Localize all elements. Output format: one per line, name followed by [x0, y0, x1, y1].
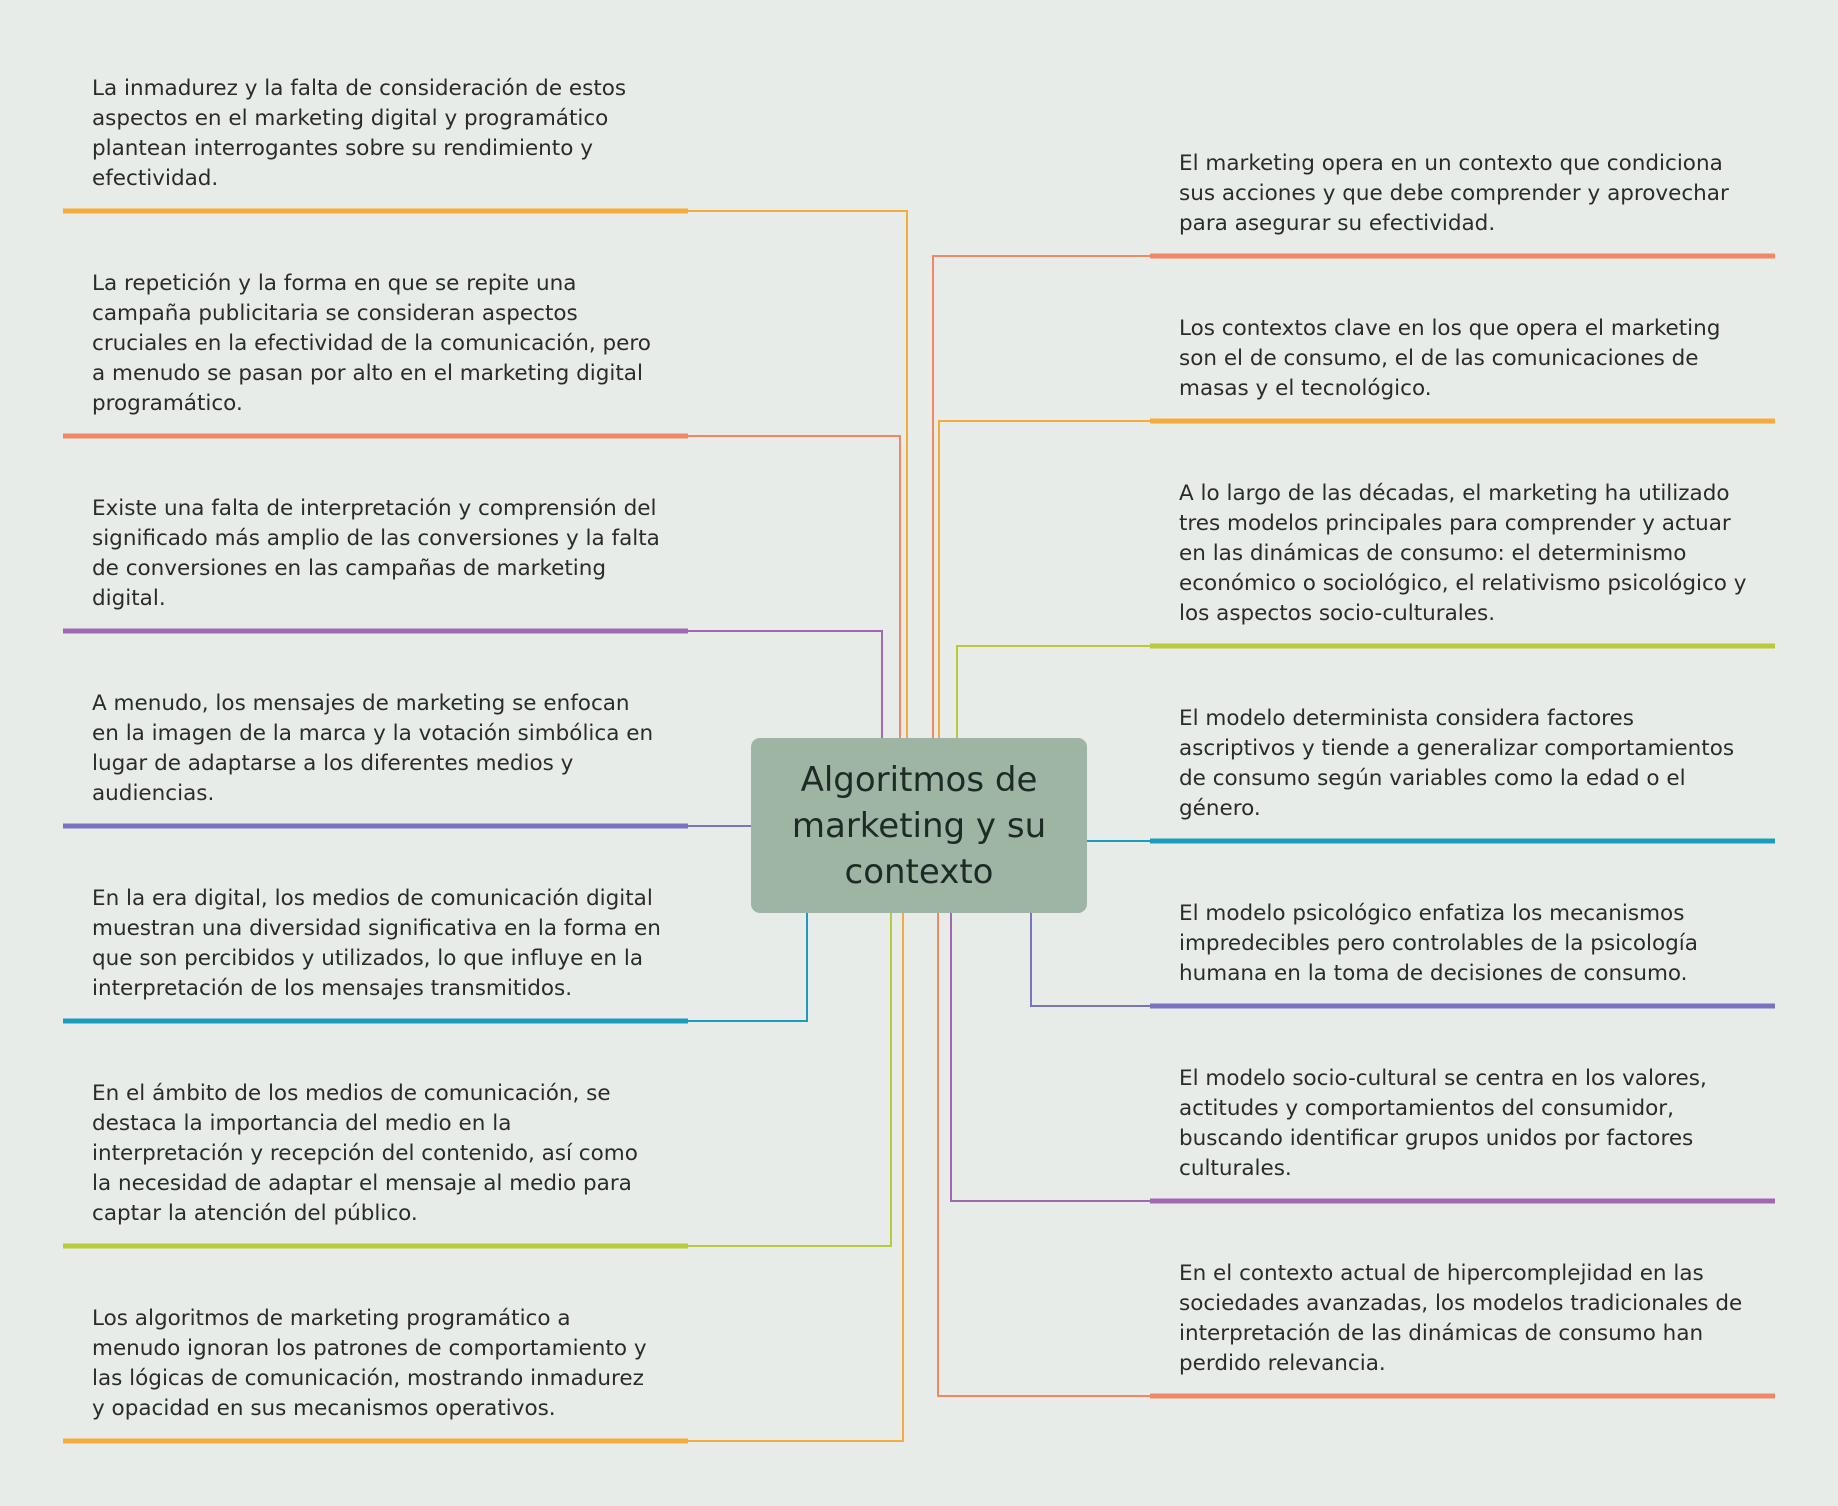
right-branch-4-text[interactable]: El modelo determinista considera factores ascriptivos y tiende a generalizar comportamientos de consumo según variables como la edad o el género. [1179, 706, 1735, 821]
left-branch-6-connector [688, 913, 891, 1246]
left-branch-6-text[interactable]: En el ámbito de los medios de comunicación, se destaca la importancia del medio en la interpretación y recepción del contenido, así como la necesidad de adaptar el mensaje al medio para captar la atención del público. [92, 1081, 638, 1226]
left-branch-2-text[interactable]: La repetición y la forma en que se repite una campaña publicitaria se consideran aspectos cruciales en la efectividad de la comunicación, pero a menudo se pasan por alto en el marketing digital programático. [92, 271, 651, 416]
left-branch-3-connector [688, 631, 882, 738]
left-branch-7-connector [688, 913, 903, 1441]
right-branch-2-connector [939, 421, 1150, 738]
central-topic[interactable] [751, 738, 1087, 913]
right-branch-3-text[interactable]: A lo largo de las décadas, el marketing ha utilizado tres modelos principales para comprender y actuar en las dinámicas de consumo: el determinismo económico o sociológico, el relativismo psicológico y los aspectos socio-culturales. [1179, 481, 1747, 626]
right-branch-1-connector [933, 256, 1150, 738]
right-branch-7-text[interactable]: En el contexto actual de hipercomplejidad en las sociedades avanzadas, los modelos tradicionales de interpretación de las dinámicas de consumo han perdido relevancia. [1179, 1261, 1743, 1376]
right-branch-2-text[interactable]: Los contextos clave en los que opera el marketing son el de consumo, el de las comunicaciones de masas y el tecnológico. [1179, 316, 1721, 401]
right-branch-3-connector [957, 646, 1150, 738]
left-branch-3-text[interactable]: Existe una falta de interpretación y comprensión del significado más amplio de las conversiones y la falta de conversiones en las campañas de marketing digital. [92, 496, 660, 611]
left-branch-4-text[interactable]: A menudo, los mensajes de marketing se enfocan en la imagen de la marca y la votación simbólica en lugar de adaptarse a los diferentes medios y audiencias. [92, 691, 654, 806]
right-branch-7-connector [938, 913, 1150, 1396]
right-branch-5-connector [1031, 913, 1150, 1006]
right-branch-6-text[interactable]: El modelo socio-cultural se centra en los valores, actitudes y comportamientos del consumidor, buscando identificar grupos unidos por factores culturales. [1179, 1066, 1707, 1181]
left-branch-5-connector [688, 913, 807, 1021]
left-branch-1-connector [688, 211, 907, 738]
left-branch-1-text[interactable]: La inmadurez y la falta de consideración de estos aspectos en el marketing digital y programático plantean interrogantes sobre su rendimiento y efectividad. [92, 76, 627, 191]
left-branch-2-connector [688, 436, 900, 738]
right-branch-5-text[interactable]: El modelo psicológico enfatiza los mecanismos impredecibles pero controlables de la psicología humana en la toma de decisiones de consumo. [1179, 901, 1698, 986]
right-branch-1-text[interactable]: El marketing opera en un contexto que condiciona sus acciones y que debe comprender y aprovechar para asegurar su efectividad. [1179, 151, 1729, 236]
left-branch-5-text[interactable]: En la era digital, los medios de comunicación digital muestran una diversidad significativa en la forma en que son percibidos y utilizados, lo que influye en la interpretación de los mensajes transmitidos. [92, 886, 661, 1001]
central-topic-title: Algoritmos de marketing y su contexto [791, 759, 1047, 892]
right-branch-6-connector [951, 913, 1150, 1201]
left-branch-7-text[interactable]: Los algoritmos de marketing programático a menudo ignoran los patrones de comportamiento y las lógicas de comunicación, mostrando inmadurez y opacidad en sus mecanismos operativos. [92, 1306, 647, 1421]
